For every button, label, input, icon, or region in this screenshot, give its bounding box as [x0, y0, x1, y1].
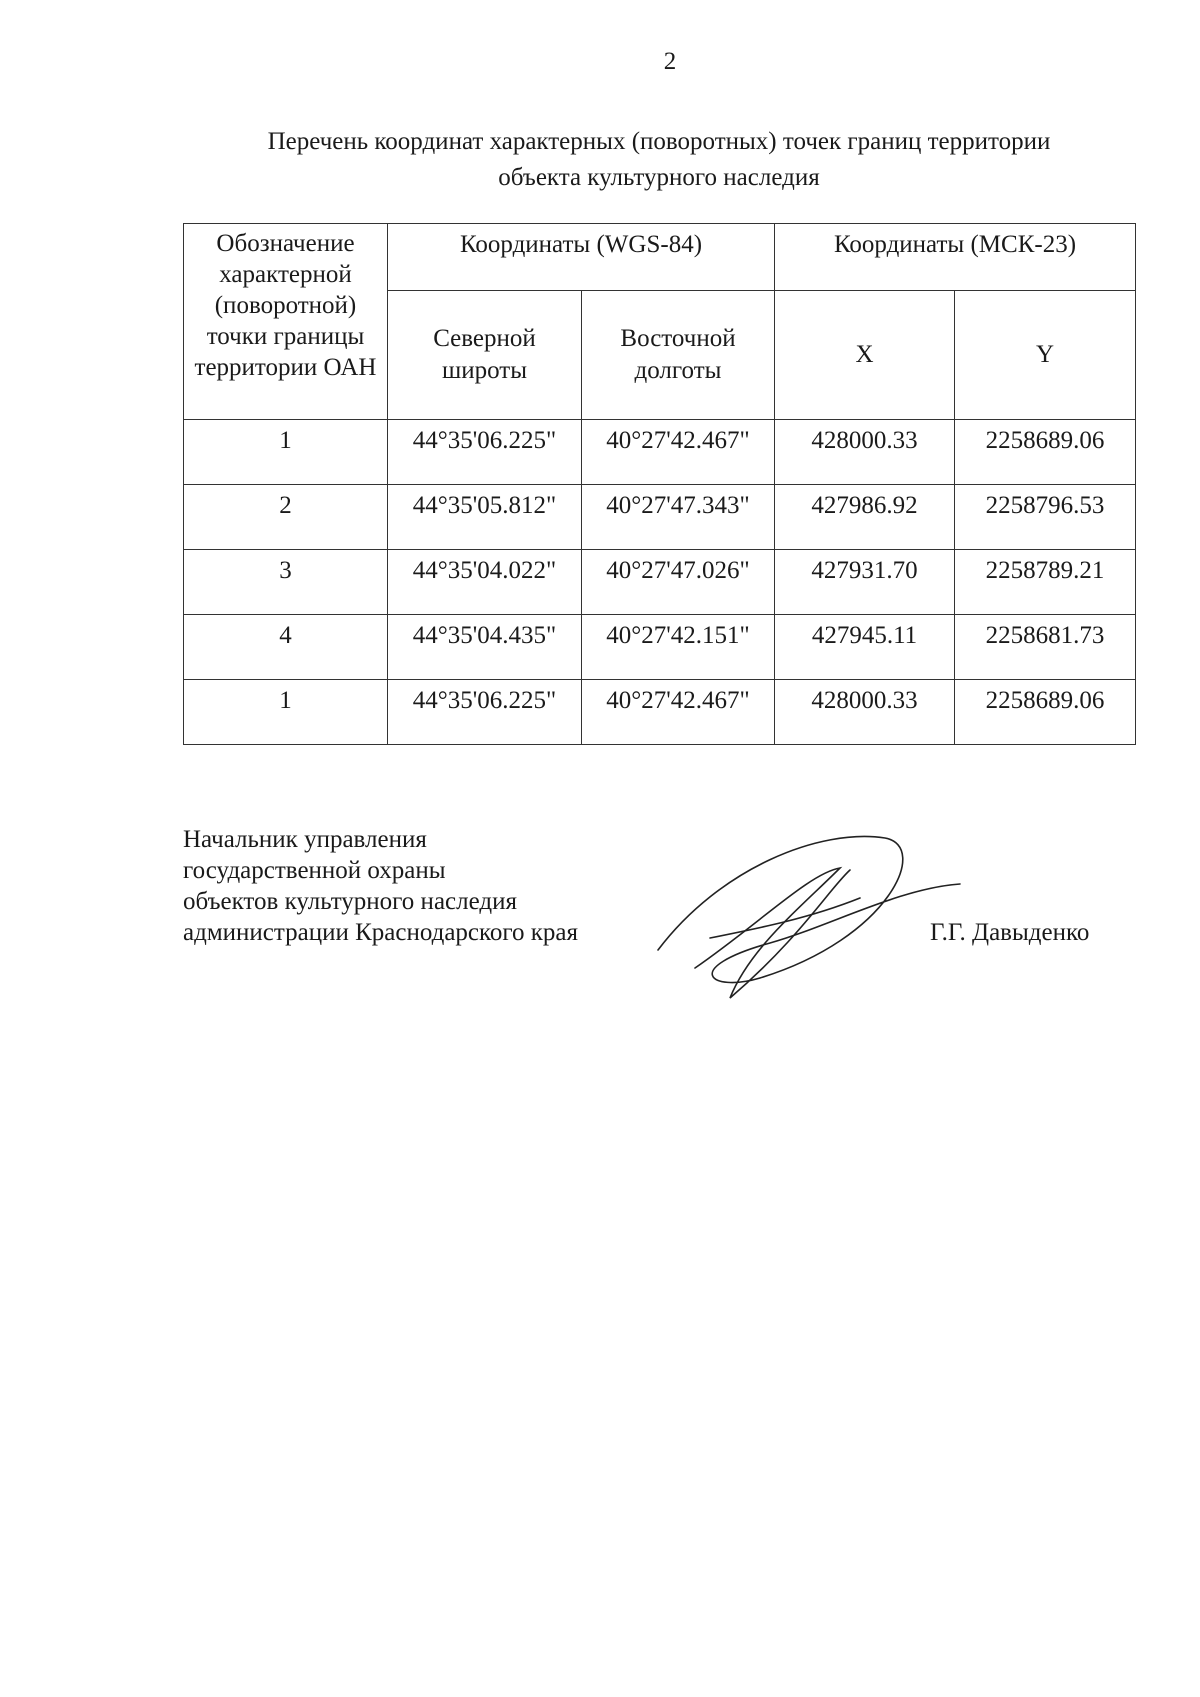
table-row — [184, 485, 1136, 550]
document-title-line-1: Перечень координат характерных (поворотных) точек границ территории — [267, 128, 1051, 155]
cell-point: 4 — [184, 615, 388, 680]
signer-name: Г.Г. Давыденко — [930, 919, 1090, 946]
table-row — [184, 550, 1136, 615]
cell-point: 1 — [184, 420, 388, 485]
table-row — [184, 680, 1136, 745]
cell-north: 44°35'04.435" — [388, 615, 582, 680]
header-msk23: Координаты (МСК-23) — [775, 224, 1136, 291]
header-north-latitude: Северной широты — [388, 291, 582, 420]
cell-east: 40°27'42.467" — [582, 420, 775, 485]
cell-north: 44°35'06.225" — [388, 680, 582, 745]
cell-x: 427986.92 — [775, 485, 955, 550]
document-title — [183, 124, 1135, 196]
cell-x: 428000.33 — [775, 420, 955, 485]
cell-point: 3 — [184, 550, 388, 615]
header-wgs84: Координаты (WGS-84) — [388, 224, 775, 291]
signatory-position-line-1: Начальник управления — [183, 826, 427, 853]
cell-y: 2258681.73 — [955, 615, 1136, 680]
cell-y: 2258689.06 — [955, 680, 1136, 745]
header-point-designation: Обозначение характерной (поворотной) точки границы территории ОАН — [184, 224, 388, 420]
table-header-row — [184, 224, 1136, 291]
cell-y: 2258789.21 — [955, 550, 1136, 615]
cell-point: 2 — [184, 485, 388, 550]
cell-x: 427945.11 — [775, 615, 955, 680]
header-x: X — [775, 291, 955, 420]
cell-north: 44°35'05.812" — [388, 485, 582, 550]
cell-east: 40°27'42.151" — [582, 615, 775, 680]
signatory-position-line-2: государственной охраны — [183, 857, 446, 884]
signatory-position — [183, 824, 578, 948]
page-number: 2 — [663, 48, 677, 75]
table-row — [184, 615, 1136, 680]
cell-north: 44°35'04.022" — [388, 550, 582, 615]
cell-north: 44°35'06.225" — [388, 420, 582, 485]
cell-y: 2258796.53 — [955, 485, 1136, 550]
cell-x: 427931.70 — [775, 550, 955, 615]
header-y: Y — [955, 291, 1136, 420]
cell-point: 1 — [184, 680, 388, 745]
signatory-position-line-3: объектов культурного наследия — [183, 888, 517, 915]
signatory-position-line-4: администрации Краснодарского края — [183, 919, 579, 946]
cell-x: 428000.33 — [775, 680, 955, 745]
handwritten-signature-icon — [650, 828, 970, 1003]
document-title-line-2: объекта культурного наследия — [498, 164, 820, 191]
coordinates-table — [183, 223, 1136, 745]
cell-east: 40°27'47.026" — [582, 550, 775, 615]
table-row — [184, 420, 1136, 485]
cell-y: 2258689.06 — [955, 420, 1136, 485]
header-east-longitude: Восточной долготы — [582, 291, 775, 420]
cell-east: 40°27'47.343" — [582, 485, 775, 550]
cell-east: 40°27'42.467" — [582, 680, 775, 745]
